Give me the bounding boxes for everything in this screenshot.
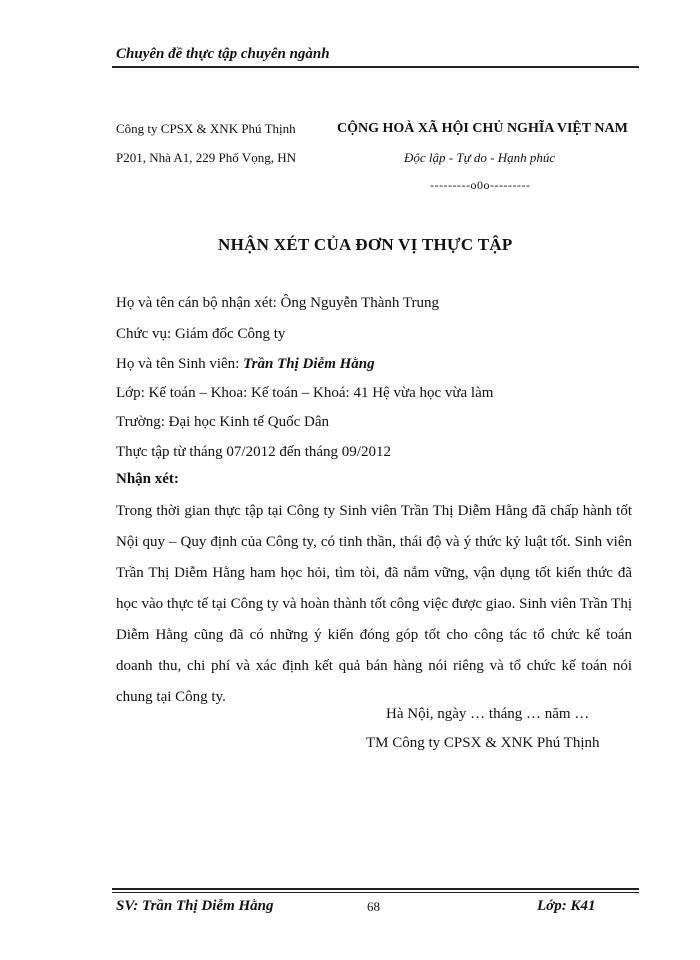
student-label: Họ và tên Sinh viên: xyxy=(116,356,240,372)
page-number: 68 xyxy=(367,899,380,914)
footer-rule-thin xyxy=(112,892,639,893)
period-line: Thực tập từ tháng 07/2012 đến tháng 09/2012 xyxy=(116,444,391,460)
position-line xyxy=(116,326,285,343)
header-rule xyxy=(112,66,639,68)
company-address: P201, Nhà A1, 229 Phố Vọng, HN xyxy=(116,150,296,165)
school-line: Trường: Đại học Kinh tế Quốc Dân xyxy=(116,414,329,430)
document-title: NHẬN XÉT CỦA ĐƠN VỊ THỰC TẬP xyxy=(218,235,513,254)
signature-date: Hà Nội, ngày … tháng … năm … xyxy=(386,706,590,722)
running-header-title: Chuyên đề thực tập chuyên ngành xyxy=(116,46,330,62)
national-heading: CỘNG HOÀ XÃ HỘI CHỦ NGHĨA VIỆT NAM xyxy=(337,121,628,136)
national-motto: Độc lập - Tự do - Hạnh phúc xyxy=(404,150,556,165)
footer-class: Lớp: K41 xyxy=(537,898,596,914)
class-line: Lớp: Kế toán – Khoa: Kế toán – Khoá: 41 Hệ vừa học vừa làm xyxy=(116,385,494,401)
reviewer-line xyxy=(116,295,439,312)
footer-student: SV: Trần Thị Diễm Hằng xyxy=(116,898,274,914)
student-name: Trần Thị Diễm Hằng xyxy=(243,356,375,372)
footer-rule-thick xyxy=(112,888,639,890)
motto-divider: ---------o0o--------- xyxy=(430,178,531,192)
position-label: Chức vụ: xyxy=(116,326,172,342)
position-value: Giám đốc Công ty xyxy=(174,326,286,342)
comment-label: Nhận xét: xyxy=(116,471,179,487)
comment-body: Trong thời gian thực tập tại Công ty Sinh viên Trần Thị Diễm Hằng đã chấp hành tốt Nội quy – Quy định của Công ty, có tinh thần, thái độ và ý thức kỷ luật tốt. Sinh viên Trần Thị Diễm Hằng ham học hỏi, tìm tòi, đã nắm vững, vận dụng tốt kiến thức đã học vào thực tế tại Công ty và hoàn thành tốt công việc được giao. Sinh viên Trần Thị Diễm Hằng cũng đã có những ý kiến đóng góp tốt cho công tác tổ chức kế toán doanh thu, chi phí và xác định kết quả bán hàng nói riêng và tổ chức kế toán nói chung tại Công ty. xyxy=(116,503,632,705)
reviewer-name: Ông Nguyễn Thành Trung xyxy=(280,295,440,311)
company-name: Công ty CPSX & XNK Phú Thịnh xyxy=(116,121,296,136)
student-line xyxy=(116,356,375,373)
reviewer-label: Họ và tên cán bộ nhận xét: xyxy=(116,295,277,311)
signature-organization: TM Công ty CPSX & XNK Phú Thịnh xyxy=(366,735,600,751)
